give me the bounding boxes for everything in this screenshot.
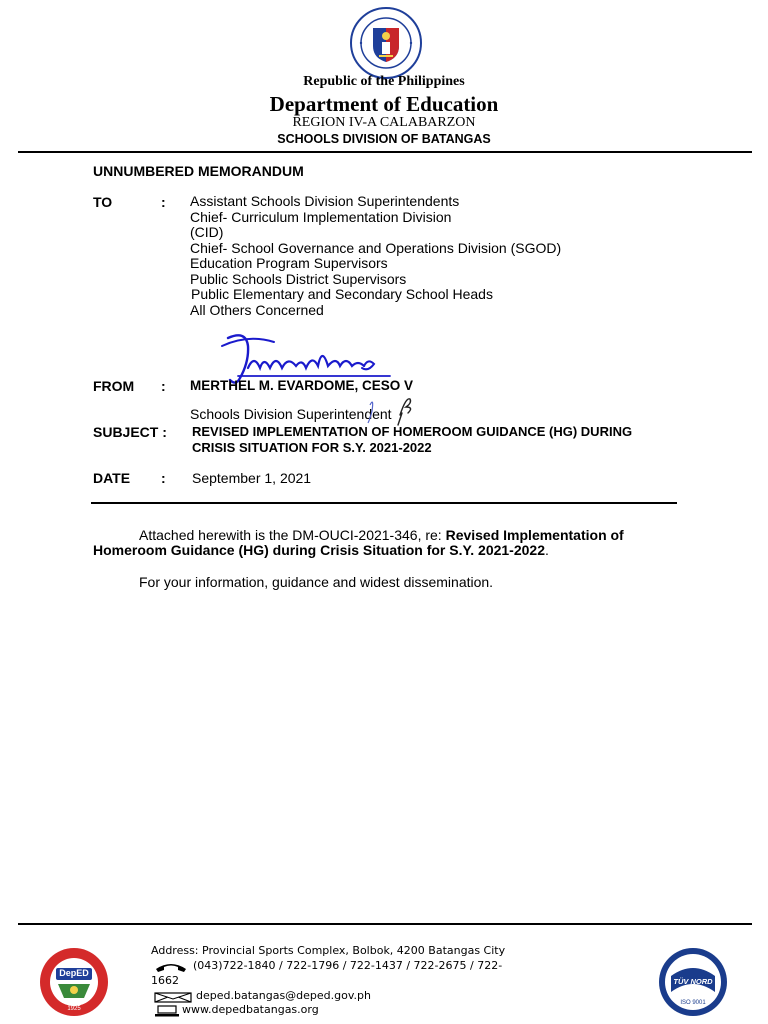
- from-colon: :: [161, 378, 166, 394]
- footer-phone-line-2: 1662: [151, 974, 179, 987]
- body-p1-bold-1: Revised Implementation of: [445, 527, 624, 543]
- tuv-logo-sub: ISO 9001: [680, 1000, 706, 1006]
- body-paragraph-1-line-2: [93, 543, 549, 559]
- tuv-nord-logo: [657, 946, 729, 1018]
- date-label: DATE: [93, 470, 131, 486]
- division-line: SCHOOLS DIVISION OF BATANGAS: [277, 132, 491, 146]
- deped-seal: [349, 6, 423, 80]
- computer-icon: [154, 1004, 180, 1016]
- memo-type: UNNUMBERED MEMORANDUM: [93, 163, 304, 179]
- sdo-logo-text: DepED: [59, 968, 89, 978]
- meta-divider: [91, 502, 677, 504]
- recipient-line: (CID): [190, 224, 224, 240]
- from-title: Schools Division Superintendent: [190, 406, 392, 422]
- subject-line-2: CRISIS SITUATION FOR S.Y. 2021-2022: [192, 440, 432, 455]
- recipient-line: Chief- School Governance and Operations Division (SGOD): [190, 239, 562, 256]
- to-colon: :: [161, 194, 166, 210]
- phone-icon: [154, 960, 188, 972]
- recipient-line: Education Program Supervisors: [190, 255, 388, 271]
- body-paragraph-2: For your information, guidance and widest dissemination.: [139, 574, 494, 590]
- footer-website[interactable]: www.depedbatangas.org: [182, 1003, 319, 1016]
- footer-phone-line-1: (043)722-1840 / 722-1796 / 722-1437 / 722-2675 / 722-: [193, 959, 503, 972]
- region-line: REGION IV-A CALABARZON: [292, 115, 476, 130]
- body-p1-suffix: .: [545, 542, 549, 558]
- footer-email[interactable]: deped.batangas@deped.gov.ph: [196, 989, 371, 1002]
- republic-line: Republic of the Philippines: [303, 74, 465, 89]
- subject-line-1: REVISED IMPLEMENTATION OF HOMEROOM GUIDANCE (HG) DURING: [192, 424, 633, 439]
- footer-address: Address: Provincial Sports Complex, Bolbok, 4200 Batangas City: [151, 944, 506, 957]
- body-p1-prefix: Attached herewith is the DM-OUCI-2021-346, re:: [139, 527, 446, 543]
- body-p1-bold-2: Homeroom Guidance (HG) during Crisis Situation for S.Y. 2021-2022: [93, 542, 545, 558]
- to-label: TO: [93, 194, 113, 210]
- sdo-logo-year: 1925: [67, 1006, 81, 1012]
- header-divider: [18, 151, 752, 153]
- subject-label: SUBJECT :: [93, 424, 167, 440]
- from-name: MERTHEL M. EVARDOME, CESO V: [190, 378, 414, 393]
- sdo-batangas-logo: [38, 946, 110, 1018]
- recipient-line: All Others Concerned: [190, 301, 324, 318]
- department-title: Department of Education: [269, 92, 499, 116]
- recipient-line: Public Schools District Supervisors: [190, 270, 407, 287]
- to-recipients: [190, 194, 561, 318]
- footer-divider: [18, 923, 752, 925]
- recipient-line: Public Elementary and Secondary School Heads: [191, 286, 493, 302]
- recipient-line: Chief- Curriculum Implementation Division: [190, 208, 452, 225]
- recipient-line: Assistant Schools Division Superintendents: [190, 193, 460, 209]
- from-label: FROM: [93, 378, 135, 394]
- tuv-logo-text: TÜV NORD: [673, 977, 713, 986]
- envelope-icon: [154, 990, 192, 1001]
- date-value: September 1, 2021: [192, 470, 312, 486]
- date-colon: :: [161, 470, 166, 486]
